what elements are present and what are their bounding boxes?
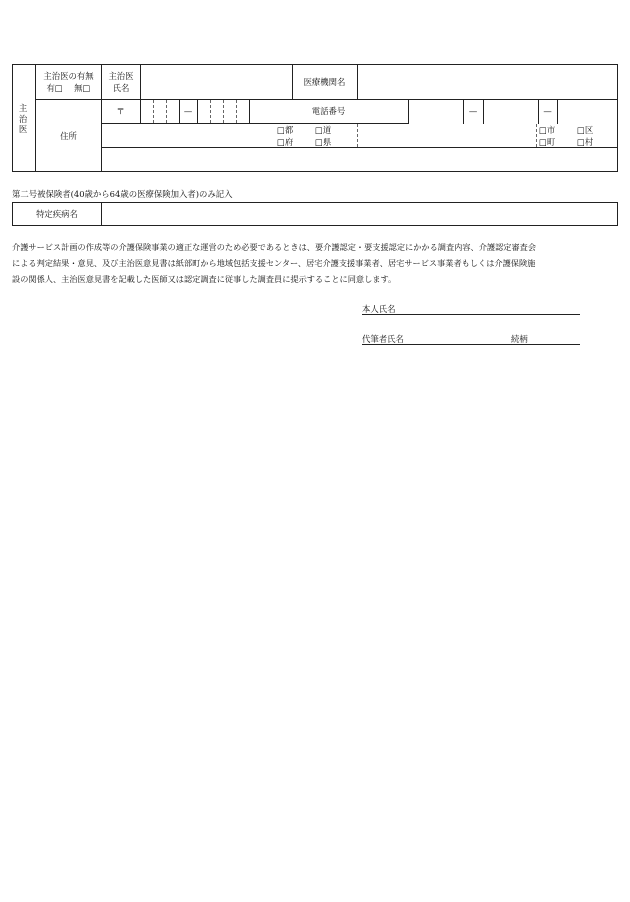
proxy-name-line[interactable]: [362, 344, 580, 345]
physician-name-label-2: 氏名: [112, 83, 130, 93]
address-label: 住所: [60, 131, 77, 141]
consent-line-2: による判定結果・意見、及び主治医意見書は紙部町から地域包括支援センター、居宅介護支援事業者、居宅サービス事業者もしくは介護保険施: [12, 258, 536, 268]
postal-code-part-1[interactable]: [141, 100, 179, 123]
phone-exchange-field[interactable]: [484, 100, 538, 123]
pref-fu-checkbox[interactable]: □府: [277, 137, 294, 147]
phone-dash-2: —: [543, 106, 552, 116]
city-mura-checkbox[interactable]: □村: [577, 137, 594, 147]
institution-name-field[interactable]: [358, 65, 617, 99]
has-physician-label: 主治医の有無: [43, 71, 94, 81]
pref-do-checkbox[interactable]: □道: [315, 125, 332, 135]
city-machi-checkbox[interactable]: □町: [539, 137, 556, 147]
physician-name-label-1: 主治医: [108, 71, 134, 81]
phone-label: 電話番号: [311, 106, 346, 116]
city-shi-checkbox[interactable]: □市: [539, 125, 556, 135]
physician-name-field[interactable]: [141, 65, 292, 99]
relationship-label: 続柄: [511, 334, 528, 344]
phone-dash-1: —: [468, 106, 478, 116]
insured-section-heading: 第二号被保険者(40歳から64歳の医療保険加入者)のみ記入: [12, 189, 233, 199]
specific-disease-field[interactable]: [102, 203, 617, 225]
postal-mark: 〒: [116, 106, 125, 116]
prefecture-name-field[interactable]: [102, 124, 276, 147]
pref-ken-checkbox[interactable]: □県: [315, 137, 332, 147]
self-name-label: 本人氏名: [362, 304, 396, 314]
postal-dash: —: [183, 106, 193, 116]
proxy-name-label: 代筆者氏名: [362, 334, 404, 344]
phone-number-field[interactable]: [558, 100, 617, 123]
postal-code-part-2[interactable]: [198, 100, 249, 123]
self-name-line[interactable]: [362, 314, 580, 315]
phone-area-code-field[interactable]: [409, 100, 463, 123]
city-ku-checkbox[interactable]: □区: [577, 125, 594, 135]
has-option[interactable]: 有□: [46, 83, 63, 93]
street-address-field[interactable]: [102, 148, 617, 171]
none-option[interactable]: 無□: [74, 83, 91, 93]
pref-to-checkbox[interactable]: □都: [277, 125, 294, 135]
institution-label: 医療機関名: [303, 77, 346, 87]
consent-line-3: 設の関係人、主治医意見書を記載した医師又は認定調査に従事した調査員に提示することに同意します。: [12, 274, 397, 284]
specific-disease-label: 特定疾病名: [36, 209, 78, 219]
city-name-field[interactable]: [358, 124, 535, 147]
consent-line-1: 介護サービス計画の作成等の介護保険事業の適正な運営のため必要であるときは、要介護認定・要支援認定にかかる調査内容、介護認定審査会: [12, 242, 537, 252]
physician-side-label: 主 治 医: [18, 103, 28, 134]
has-physician-options: [36, 83, 101, 93]
